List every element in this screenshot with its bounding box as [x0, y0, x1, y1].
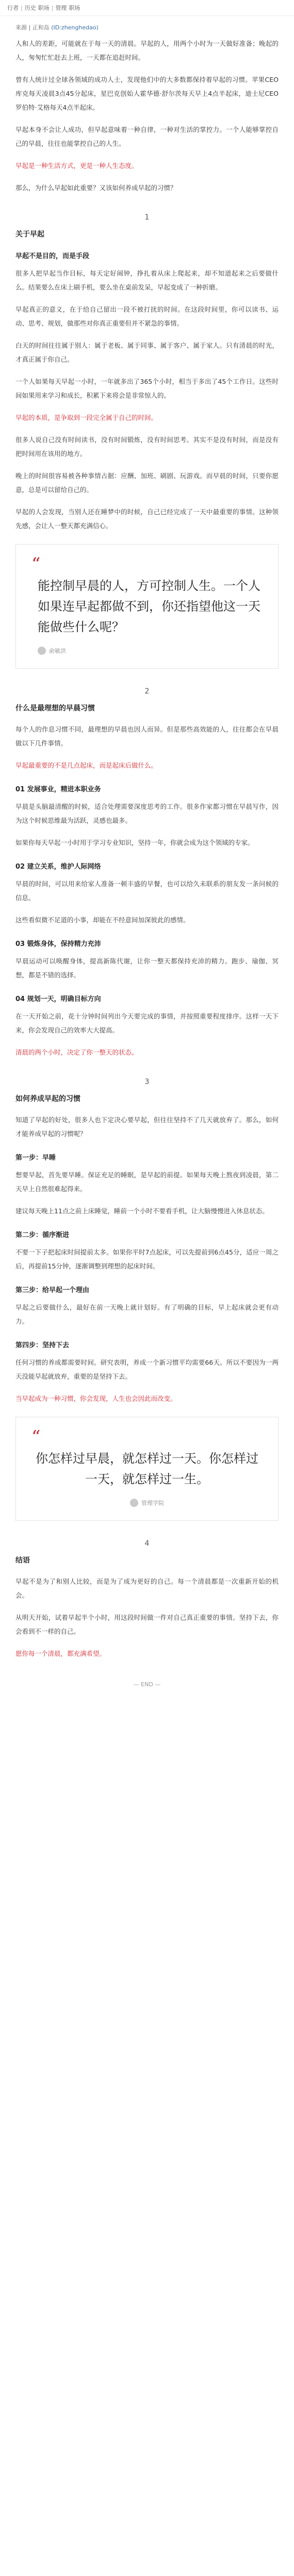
avatar [130, 1499, 138, 1507]
paragraph: 每个人的作息习惯不同，最理想的早晨也因人而异。但是那些高效能的人，往往都会在早晨做以下几件事情。 [15, 725, 279, 747]
paragraph: 从明天开始，试着早起半个小时，用这段时间做一件对自己真正重要的事情。坚持下去，你会看到不一样的自己。 [15, 1614, 279, 1635]
paragraph: 早起真正的意义，在于给自己留出一段不被打扰的时间。在这段时间里，你可以读书、运动、思考、规划，做那些对你真正重要但并不紧急的事情。 [15, 306, 279, 327]
quote-text: 你怎样过早晨，就怎样过一天。你怎样过一天，就怎样过一生。 [36, 1451, 258, 1486]
section-title: 关于早起 [15, 230, 44, 239]
item-title: 03 锻炼身体，保持精力充沛 [15, 940, 101, 948]
breadcrumb-item[interactable]: 历史 [24, 5, 36, 11]
paragraph: 想要早起，首先要早睡。保证充足的睡眠，是早起的前提。如果每天晚上熬夜到凌晨，第二天早上自然很难起得来。 [15, 1171, 279, 1193]
item-title: 04 规划一天，明确目标方向 [15, 995, 101, 1003]
intro-paragraph: 人和人的差距，可能就在于每一天的清晨。早起的人，用两个小时为一天做好准备；晚起的人，匆匆忙忙赶去上班，一天都在追赶时间。 [15, 40, 279, 61]
intro-paragraph: 曾有人统计过全球各领域的成功人士，发现他们中的大多数都保持着早起的习惯。苹果CEO库克每天凌晨3点45分起床，星巴克创始人霍华德·舒尔茨每天早上4点半起床，迪士尼CEO罗伯特·艾格每天4点半起床。 [15, 76, 279, 111]
paragraph: 很多人把早起当作目标，每天定好闹钟，挣扎着从床上爬起来，却不知道起来之后要做什么。结果要么在床上刷手机，要么坐在桌前发呆，早起变成了一种折磨。 [15, 269, 279, 291]
section-title: 什么是最理想的早晨习惯 [15, 704, 95, 713]
item-title: 第四步：坚持下去 [15, 1342, 70, 1349]
paragraph: 早起不是为了和别人比较，而是为了成为更好的自己。每一个清晨都是一次重新开始的机会。 [15, 1578, 279, 1599]
item-title: 01 发展事业，精进本职业务 [15, 786, 101, 793]
section-number: 1 [144, 213, 150, 222]
paragraph: 建议每天晚上11点之前上床睡觉，睡前一个小时不要看手机，让大脑慢慢进入休息状态。 [15, 1207, 269, 1215]
section-number: 3 [144, 1078, 150, 1086]
quote-card [15, 1417, 279, 1521]
paragraph: 早起之后要做什么，最好在前一天晚上就计划好。有了明确的目标，早上起床就会更有动力。 [15, 1303, 279, 1325]
avatar [38, 647, 46, 655]
section-title: 如何养成早起的习惯 [15, 1095, 80, 1103]
paragraph: 任何习惯的养成都需要时间。研究表明，养成一个新习惯平均需要66天。所以不要因为一两天没能早起就放弃，重要的是坚持下去。 [15, 1359, 279, 1380]
item-title: 第三步：给早起一个理由 [15, 1286, 90, 1294]
article-source [15, 23, 279, 31]
quote-author-name: 俞敏洪 [49, 648, 66, 654]
paragraph: 这些看似微不足道的小事，却能在不经意间加深彼此的感情。 [15, 916, 190, 924]
breadcrumb-separator: | [51, 4, 54, 11]
quote-text: 能控制早晨的人，方可控制人生。一个人如果连早起都做不到，你还指望他这一天能做些什么呢？ [38, 579, 260, 634]
highlight-paragraph: 早起的本质，是争取到一段完全属于自己的时间。 [15, 414, 158, 421]
paragraph: 白天的时间往往属于别人：属于老板、属于同事、属于客户、属于家人。只有清晨的时光，才真正属于你自己。 [15, 342, 279, 363]
breadcrumb-item[interactable]: 职场 [69, 5, 80, 11]
intro-highlight: 早起是一种生活方式，更是一种人生态度。 [15, 162, 138, 170]
paragraph: 早起的人会发现，当别人还在睡梦中的时候，自己已经完成了一天中最重要的事情。这种领先感，会让人一整天都充满信心。 [15, 508, 279, 530]
paragraph: 早晨是头脑最清醒的时候，适合处理需要深度思考的工作。很多作家都习惯在早晨写作，因为这个时候思维最为活跃，灵感也最多。 [15, 803, 279, 824]
section-number: 4 [144, 1539, 150, 1548]
article-end: — END — [133, 1681, 161, 1688]
article [0, 23, 294, 1688]
breadcrumb [0, 0, 294, 16]
paragraph: 早晨运动可以唤醒身体，提高新陈代谢，让你一整天都保持充沛的精力。跑步、瑜伽、冥想，都是不错的选择。 [15, 957, 279, 979]
paragraph: 在一天开始之前，花十分钟时间列出今天要完成的事情，并按照重要程度排序。这样一天下来，你会发现自己的效率大大提高。 [15, 1012, 279, 1034]
section-subtitle: 早起不是目的，而是手段 [15, 252, 90, 260]
breadcrumb-item[interactable]: 管理 [55, 5, 67, 11]
quote-author [31, 1499, 263, 1507]
intro-paragraph: 早起本身不会让人成功，但早起意味着一种自律，一种对生活的掌控力。一个人能够掌控自己的早晨，往往也能掌控自己的人生。 [15, 126, 279, 147]
highlight-paragraph: 愿你每一个清晨，都充满希望。 [15, 1650, 106, 1657]
paragraph: 知道了早起的好处，很多人也下定决心要早起，但往往坚持不了几天就放弃了。那么，如何才能养成早起的习惯呢？ [15, 1116, 279, 1138]
paragraph: 一个人如果每天早起一小时，一年就多出了365个小时，相当于多出了45个工作日。这些时间如果用来学习和成长，积累下来将会是非常惊人的。 [15, 378, 279, 399]
section-title: 结语 [15, 1556, 30, 1565]
item-title: 第二步：循序渐进 [15, 1231, 70, 1239]
quote-author-name: 管理学院 [141, 1500, 164, 1506]
paragraph: 早晨的时间，可以用来给家人准备一顿丰盛的早餐，也可以给久未联系的朋友发一条问候的信息。 [15, 880, 279, 902]
highlight-paragraph: 当早起成为一种习惯，你会发现，人生也会因此而改变。 [15, 1395, 177, 1402]
source-brand[interactable]: (ID:zhenghedao) [51, 24, 99, 31]
open-quote-icon: “ [31, 554, 41, 574]
breadcrumb-item[interactable]: 行者 [7, 5, 19, 11]
item-title: 02 建立关系，维护人际网络 [15, 863, 101, 871]
quote-card [15, 544, 279, 669]
paragraph: 不要一下子把起床时间提前太多。如果你平时7点起床，可以先提前到6点45分，适应一周之后，再提前15分钟，逐渐调整到理想的起床时间。 [15, 1248, 279, 1270]
breadcrumb-item[interactable]: 职场 [38, 5, 50, 11]
paragraph: 很多人说自己没有时间读书，没有时间锻炼，没有时间思考。其实不是没有时间，而是没有把时间用在该用的地方。 [15, 436, 279, 457]
section-number: 2 [144, 687, 150, 696]
highlight-paragraph: 清晨的两个小时，决定了你一整天的状态。 [15, 1048, 138, 1056]
highlight-paragraph: 早起最重要的不是几点起床，而是起床后做什么。 [15, 761, 158, 769]
intro-paragraph: 那么，为什么早起如此重要？又该如何养成早起的习惯？ [15, 184, 177, 192]
open-quote-icon: “ [31, 1427, 41, 1447]
paragraph: 晚上的时间很容易被各种事情占据：应酬、加班、刷剧、玩游戏。而早晨的时间，只要你愿意，总是可以留给自己的。 [15, 472, 279, 494]
quote-author [31, 647, 263, 655]
item-title: 第一步：早睡 [15, 1154, 56, 1162]
source-label: 来源 | 正和岛 [15, 24, 50, 31]
breadcrumb-separator: | [21, 4, 23, 11]
paragraph: 如果你每天早起一小时用于学习专业知识，坚持一年，你就会成为这个领域的专家。 [15, 839, 254, 846]
